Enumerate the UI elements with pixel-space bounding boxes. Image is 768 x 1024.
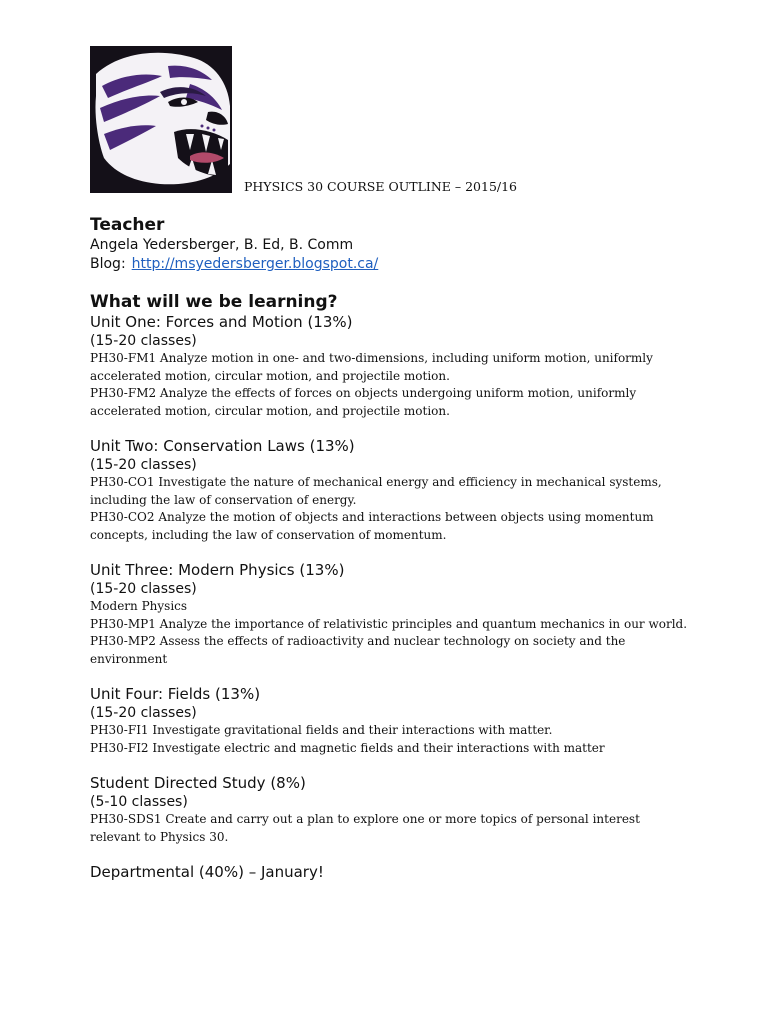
unit-classes: (5-10 classes) [90, 794, 188, 810]
outcome-text: PH30-FI2 Investigate electric and magnetic fields and their interactions with matter [90, 740, 605, 755]
outcome-text: PH30-FM1 Analyze motion in one- and two-dimensions, including uniform motion, uniformly accelerated motion, circular motion, and projectile motion. [90, 351, 653, 383]
unit-title: Unit Two: Conservation Laws (13%) [90, 437, 355, 455]
unit-title: Unit Three: Modern Physics (13%) [90, 561, 345, 579]
blog-line [90, 255, 690, 274]
learning-heading: What will we be learning? [90, 292, 338, 312]
outcome-text: PH30-MP2 Assess the effects of radioactivity and nuclear technology on society and the environment [90, 634, 626, 666]
unit-title: Student Directed Study (8%) [90, 774, 306, 792]
unit-classes: (15-20 classes) [90, 457, 197, 473]
unit-title: Unit Four: Fields (13%) [90, 685, 261, 703]
course-outline-title: PHYSICS 30 COURSE OUTLINE – 2015/16 [244, 179, 518, 194]
outcome-text: PH30-SDS1 Create and carry out a plan to explore one or more topics of personal interest relevant to Physics 30. [90, 812, 640, 844]
teacher-heading: Teacher [90, 215, 165, 235]
unit-block [90, 774, 690, 846]
unit-classes: (15-20 classes) [90, 581, 197, 597]
unit-block [90, 685, 690, 757]
unit-classes: (15-20 classes) [90, 333, 197, 349]
blog-label: Blog: [90, 256, 126, 272]
unit-block [90, 313, 690, 420]
unit-block [90, 561, 690, 668]
unit-block [90, 437, 690, 544]
cougar-head-logo [90, 46, 232, 193]
unit-title: Unit One: Forces and Motion (13%) [90, 313, 353, 331]
outcome-text: PH30-MP1 Analyze the importance of relativistic principles and quantum mechanics in our world. [90, 616, 688, 631]
departmental-exam: Departmental (40%) – January! [90, 863, 324, 881]
outcome-text: PH30-FI1 Investigate gravitational fields and their interactions with matter. [90, 723, 553, 737]
blog-link[interactable]: http://msyedersberger.blogspot.ca/ [131, 256, 379, 272]
outcome-text: Modern Physics [90, 599, 188, 613]
outcome-text: PH30-CO2 Analyze the motion of objects and interactions between objects using momentum concepts, including the law of conservation of momentum. [90, 510, 654, 542]
teacher-name: Angela Yedersberger, B. Ed, B. Comm [90, 237, 354, 253]
main-content [90, 214, 690, 882]
unit-classes: (15-20 classes) [90, 705, 197, 721]
outcome-text: PH30-FM2 Analyze the effects of forces on objects undergoing uniform motion, uniformly accelerated motion, circular motion, and projectile motion. [90, 386, 637, 418]
outcome-text: PH30-CO1 Investigate the nature of mechanical energy and efficiency in mechanical systems, including the law of conservation of energy. [90, 475, 662, 507]
